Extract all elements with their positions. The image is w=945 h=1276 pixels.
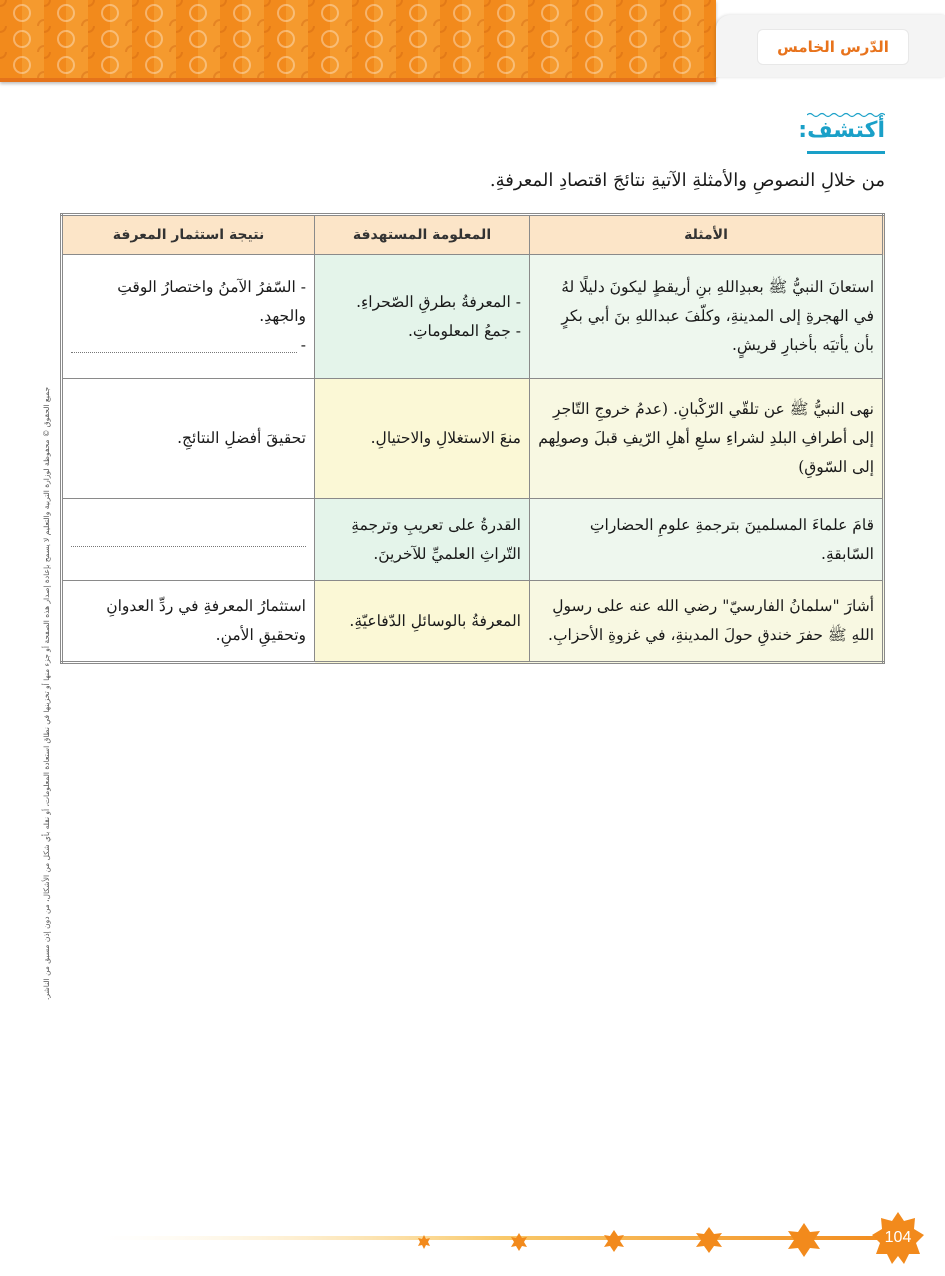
copyright-text: جميع الحقوق © محفوظة لوزارة التربية والتعليم لا يسمح بإعادة إصدار هذه الصفحة أو جزء منها أو تخزينها في نطاق استعادة المعلومات، أو نقله بأي شكل من الأشكال، من دون إذن مسبق من الناشر. xyxy=(42,386,51,1000)
table-row xyxy=(62,255,884,379)
example-cell: قامَ علماءَ المسلمينَ بترجمةِ علومِ الحضاراتِ السّابقةِ. xyxy=(530,499,884,581)
info-cell: القدرةُ على تعريبِ وترجمةِ التّراثِ العلميِّ للآخرينَ. xyxy=(315,499,530,581)
result-text: - السّفرُ الآمنُ واختصارُ الوقتِ والجهدِ. xyxy=(117,278,306,325)
result-cell xyxy=(62,499,315,581)
info-cell: المعرفةُ بالوسائلِ الدّفاعيّةِ. xyxy=(315,581,530,663)
footer-star-decorations xyxy=(410,1222,880,1262)
star-icon xyxy=(696,1227,722,1253)
info-cell: منعَ الاستغلالِ والاحتيالِ. xyxy=(315,379,530,499)
header-target-info: المعلومة المستهدفة xyxy=(315,215,530,255)
example-cell: أشارَ "سلمانُ الفارسيّ" رضي الله عنه على رسولِ اللهِ ﷺ حفرَ خندقِ حولَ المدينةِ، في غزوةِ الأحزابِ. xyxy=(530,581,884,663)
table-header-row xyxy=(62,215,884,255)
copyright-note xyxy=(38,300,54,1000)
result-cell: تحقيقَ أفضلِ النتائجِ. xyxy=(62,379,315,499)
page-number: 104 xyxy=(884,1229,912,1246)
result-cell: استثمارُ المعرفةِ في ردِّ العدوانِ وتحقيقِ الأمنِ. xyxy=(62,581,315,663)
info-line: - جمعُ المعلوماتِ. xyxy=(407,321,521,340)
banner-pattern xyxy=(0,0,716,78)
knowledge-economy-table xyxy=(60,213,885,664)
example-cell: استعانَ النبيُّ ﷺ بعبدِاللهِ بنِ أريقطٍ ليكونَ دليلًا لهُ في الهجرةِ إلى المدينةِ، وكلّفَ عبداللهِ بنَ أبي بكرٍ بأن يأتيَه بأخبارِ قريشٍ. xyxy=(530,255,884,379)
info-cell xyxy=(315,255,530,379)
header-banner xyxy=(0,0,716,82)
star-icon xyxy=(788,1223,820,1257)
star-icon xyxy=(604,1230,624,1252)
discover-heading: أكتشف: xyxy=(798,118,885,143)
lesson-title: الدّرس الخامس xyxy=(757,29,909,65)
star-icon xyxy=(418,1235,430,1249)
intro-text: من خلالِ النصوصِ والأمثلةِ الآتيةِ نتائجَ اقتصادِ المعرفةِ. xyxy=(489,170,885,191)
star-icon xyxy=(511,1233,527,1251)
info-line: - المعرفةُ بطرقِ الصّحراءِ. xyxy=(356,292,521,311)
answer-blank[interactable] xyxy=(71,340,297,353)
result-bullet: - xyxy=(300,336,306,354)
heading-underline xyxy=(807,151,885,154)
result-cell xyxy=(62,255,315,379)
table-row xyxy=(62,581,884,663)
example-cell: نهى النبيُّ ﷺ عن تلقّي الرّكْبانِ. (عدمُ خروجِ التّاجرِ إلى أطرافِ البلدِ لشراءِ سلعِ أهلِ الرّيفِ قبلَ وصولِهم إلى السّوقِ) xyxy=(530,379,884,499)
table-row xyxy=(62,499,884,581)
header-examples: الأمثلة xyxy=(530,215,884,255)
table-row xyxy=(62,379,884,499)
answer-blank[interactable] xyxy=(71,534,306,547)
header-result: نتيجة استثمار المعرفة xyxy=(62,215,315,255)
